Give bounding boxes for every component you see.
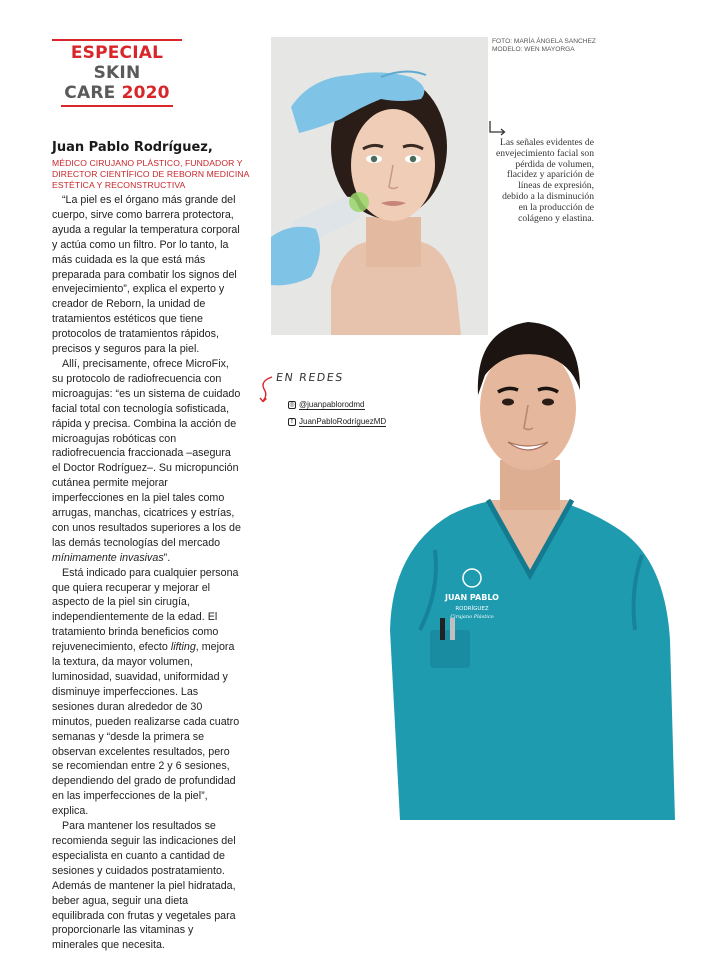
paragraph-3-italic: lifting (170, 641, 196, 654)
author-name: Juan Pablo Rodríguez, (52, 140, 213, 155)
instagram-link[interactable] (288, 400, 365, 410)
shirt-logo-line3: Cirujano Plástico (450, 614, 494, 620)
photo-credit-photographer: FOTO: MARÍA ÁNGELA SANCHEZ (492, 38, 596, 45)
instagram-icon: ◎ (289, 402, 295, 408)
section-word-year: 2020 (121, 83, 170, 103)
facebook-link[interactable] (288, 417, 386, 427)
paragraph-2 (52, 357, 242, 566)
treatment-photo (271, 37, 488, 335)
paragraph-3-end: , mejora la textura, da mayor volumen, luminosidad, suavidad, uniformidad y disminuye imperfecciones. Las sesiones duran alrededor de 30 minutos, pueden realizarse cada cuatro semanas y “desde la primera se observan excelentes resultados, pero se recomiendan entre 2 y 6 sesiones, dependiendo del grado de profundidad en las imperfecciones de la piel”, explica. (52, 641, 240, 818)
paragraph-3-text: Está indicado para cualquier persona que quiera recuperar y mejorar el aspecto de la piel sin cirugía, independientemente de la edad. El tratamiento brinda beneficios como rejuvenecimiento, efecto (52, 566, 239, 654)
section-title-line2 (52, 83, 182, 103)
paragraph-4: Para mantener los resultados se recomienda seguir las indicaciones del especialista en cuanto a cantidad de sesiones y cuidados postratamiento. Además de mantener la piel hidratada, beber agua, seguir una dieta equilibrada con frutas y vegetales para proporcionarle las vitaminas y minerales que necesita. (52, 820, 236, 952)
shirt-logo-line1: JUAN PABLO (445, 593, 499, 602)
section-title-line1 (52, 43, 182, 83)
photo-caption: Las señales evidentes de envejecimiento facial son pérdida de volumen, flacidez y aparición de líneas de expresión, debido a la disminución en la producción de colágeno y elastina. (495, 137, 594, 224)
author-role: MÉDICO CIRUJANO PLÁSTICO, FUNDADOR Y DIRECTOR CIENTÍFICO DE REBORN MEDICINA ESTÉTICA Y RECONSTRUCTIVA (52, 158, 250, 190)
facebook-handle: JuanPabloRodríguezMD (299, 417, 387, 426)
shirt-logo-line2: RODRÍGUEZ (455, 606, 489, 612)
section-word-especial: ESPECIAL (70, 43, 164, 63)
section-title (52, 38, 182, 107)
treatment-photo-illustration (271, 37, 488, 335)
photo-credit-model: MODELO: WEN MAYORGA (492, 46, 575, 53)
section-word-care: CARE (64, 83, 116, 103)
instagram-handle: @juanpablorodmd (299, 400, 365, 409)
article-body (52, 193, 242, 953)
paragraph-3 (52, 566, 242, 819)
social-title: EN REDES (275, 371, 345, 384)
corner-arrow-icon (488, 120, 510, 136)
paragraph-2-text: Allí, precisamente, ofrece MicroFix, su protocolo de radiofrecuencia con microagujas: “es un sistema de cuidado facial total con tecnología sofisticada, rápida y precisa. Combina la acción de microagujas robóticas con radiofrecuencia fraccionada –asegura el Doctor Rodríguez–. Su micropunción cutánea permite mejorar imperfecciones en la piel tales como arrugas, manchas, cicatrices y estrías, con unos resultados superiores a los de las demás tecnologías del mercado (52, 357, 241, 549)
paragraph-1: “La piel es el órgano más grande del cuerpo, sirve como barrera protectora, ayuda a regular la temperatura corporal y actúa como un filtro. Por lo tanto, la más cuidada es la que está más preparada para combatir los signos del envejecimiento”, explica el experto y creador de Reborn, la unidad de tratamientos estéticos que tiene protocolos de tratamientos rápidos, precisos y seguros para la piel. (52, 194, 240, 356)
facebook-icon: f (288, 418, 296, 426)
section-word-skin: SKIN (93, 63, 141, 83)
paragraph-2-end: ”. (163, 551, 171, 564)
doctor-illustration (380, 300, 680, 820)
photo-credit (492, 38, 596, 54)
doctor-photo (380, 300, 680, 820)
paragraph-2-italic: mínimamente invasivas (52, 551, 164, 564)
title-rule-top (52, 39, 182, 41)
title-rule-bottom (61, 105, 173, 107)
